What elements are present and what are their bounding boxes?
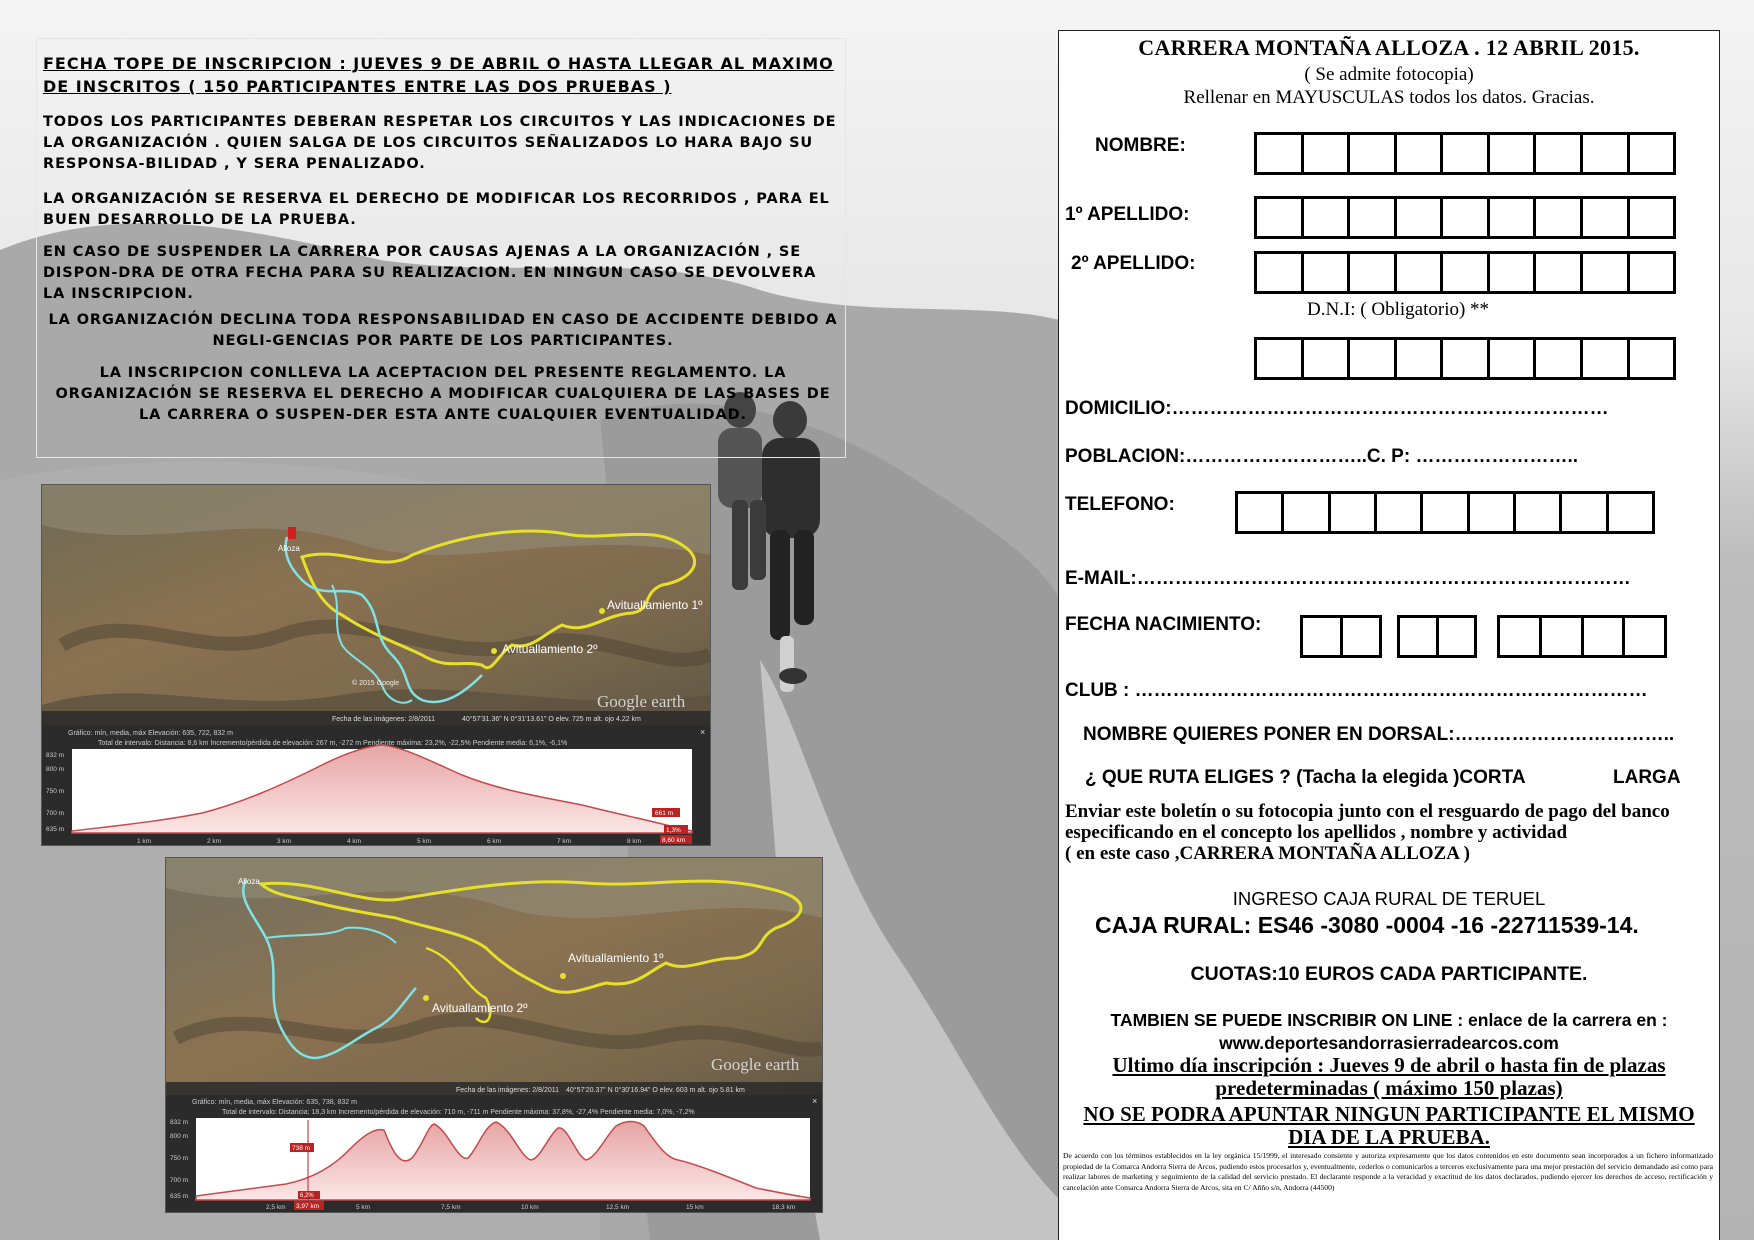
rule-routes: LA ORGANIZACIÓN SE RESERVA EL DERECHO DE MODIFICAR LOS RECORRIDOS , PARA EL BUEN DESARROLLO DE LA PRUEBA. xyxy=(43,191,830,228)
instructions: Rellenar en MAYUSCULAS todos los datos. Gracias. xyxy=(1183,87,1595,108)
legal-notice: De acuerdo con los términos establecidos en la ley orgánica 15/1999, el interesado consiente y autoriza expresamente que los datos contenidos en este documento sean incorporados a un fichero informatizado propiedad de la Comarca Andorra Sierra de Arcos, pudiendo estos procesarlos y, eventualmente, cederlos o comunicarlos a terceros exclusivamente para una mejor prestación del servicio demandado así como para realizar labores de marketing y seguimiento de la calidad del servicio prestado. El declarante responde a la veracidad y exactitud de los datos declarados, pudiendo ejercer los derechos de acceso, rectificación y cancelación ante Comarca Andorra Sierra de Arcos, sita en C/ Añño s/n, Andorra (44500) xyxy=(1063,1151,1713,1192)
dni-input-boxes[interactable] xyxy=(1254,337,1676,380)
x-tick: 2 km xyxy=(207,838,222,845)
x-tick: 5 km xyxy=(356,1204,371,1211)
x-tick: 6 km xyxy=(487,838,502,845)
y-tick: 750 m xyxy=(46,788,65,795)
marker-elevation: 738 m xyxy=(292,1145,311,1152)
aid-station-2-label: Avituallamiento 2º xyxy=(432,1001,528,1015)
y-tick: 832 m xyxy=(170,1119,189,1126)
online-url[interactable]: www.deportesandorrasierradearcos.com xyxy=(1219,1033,1559,1053)
telefono-label: TELEFONO: xyxy=(1065,494,1175,515)
birth-year-boxes[interactable] xyxy=(1497,615,1667,658)
registration-form xyxy=(1058,30,1720,1240)
map-copyright: © 2015 Google xyxy=(352,680,400,687)
birth-month-boxes[interactable] xyxy=(1397,615,1477,658)
club-field[interactable]: CLUB : ……………………………………………………………………… xyxy=(1065,680,1648,701)
poblacion-field[interactable]: POBLACION:………………………..C. P: …………………….. xyxy=(1065,446,1578,467)
marker-grade: 6,2% xyxy=(300,1193,314,1199)
x-tick: 18,3 km xyxy=(772,1204,796,1211)
send-instructions: Enviar este boletín o su fotocopia junto con el resguardo de pago del banco especificando en el concepto los apellidos , nombre y actividad xyxy=(1065,801,1670,843)
bank-heading: INGRESO CAJA RURAL DE TERUEL xyxy=(1232,888,1546,909)
end-grade: 1,3% xyxy=(666,827,681,834)
y-tick: 800 m xyxy=(46,766,65,773)
deadline-line-1: Ultimo día inscripción : Jueves 9 de abril o hasta fin de plazas xyxy=(1112,1053,1666,1077)
aid-station-1-label: Avituallamiento 1º xyxy=(607,598,703,612)
fee-info: CUOTAS:10 EUROS CADA PARTICIPANTE. xyxy=(1190,963,1588,985)
aid-station-2-label: Avituallamiento 2º xyxy=(502,642,598,656)
x-tick: 4 km xyxy=(347,838,362,845)
rule-circuits: TODOS LOS PARTICIPANTES DEBERAN RESPETAR LOS CIRCUITOS Y LAS INDICACIONES DE LA ORGANIZACIÓN . QUIEN SALGA DE LOS CIRCUITOS SEÑALIZADOS LO HARA BAJO SU RESPONSA-BILIDAD , Y SERA PENALIZADO. xyxy=(43,114,837,172)
x-tick: 2,5 km xyxy=(266,1204,286,1211)
x-tick: 12,5 km xyxy=(606,1204,630,1211)
map-coordinates: 40°57'20.37" N 0°30'16.94" O elev. 603 m alt. ojo 5.81 km xyxy=(566,1087,745,1094)
domicilio-field[interactable]: DOMICILIO:…………………………………………………………… xyxy=(1065,398,1609,419)
imagery-date: Fecha de las imágenes: 2/8/2011 xyxy=(456,1087,559,1094)
apellido1-label: 1º APELLIDO: xyxy=(1065,204,1190,225)
apellido2-input-boxes[interactable] xyxy=(1254,251,1676,294)
graph-header: Gráfico: mín, media, máx Elevación: 635, 722, 832 m xyxy=(68,730,233,737)
warning-line-1: NO SE PODRA APUNTAR NINGUN PARTICIPANTE EL MISMO xyxy=(1083,1102,1695,1126)
x-tick: 8 km xyxy=(627,838,642,845)
town-label: Alloza xyxy=(278,544,300,553)
rule-suspension: EN CASO DE SUSPENDER LA CARRERA POR CAUSAS AJENAS A LA ORGANIZACIÓN , SE DISPON-DRA DE OTRA FECHA PARA SU REALIZACION. EN NINGUN CASO SE DEVOLVERA LA INSCRIPCION. xyxy=(43,244,817,302)
end-distance: 8,60 km xyxy=(662,837,686,844)
y-tick: 700 m xyxy=(170,1177,189,1184)
apellido1-input-boxes[interactable] xyxy=(1254,196,1676,239)
close-icon[interactable]: × xyxy=(700,727,706,737)
y-tick: 635 m xyxy=(46,826,65,833)
y-tick: 635 m xyxy=(170,1193,189,1200)
y-tick: 832 m xyxy=(46,752,65,759)
apellido2-label: 2º APELLIDO: xyxy=(1071,253,1196,274)
x-tick: 7,5 km xyxy=(441,1204,461,1211)
send-instructions-note: ( en este caso ,CARRERA MONTAÑA ALLOZA ) xyxy=(1065,843,1470,864)
online-info: TAMBIEN SE PUEDE INSCRIBIR ON LINE : enlace de la carrera en : xyxy=(1110,1010,1668,1030)
x-tick: 7 km xyxy=(557,838,572,845)
birth-day-boxes[interactable] xyxy=(1300,615,1382,658)
deadline-line-2: predeterminadas ( máximo 150 plazas) xyxy=(1215,1076,1563,1100)
dni-label: D.N.I: ( Obligatorio) ** xyxy=(1307,299,1490,320)
graph-header: Gráfico: mín, media, máx Elevación: 635, 738, 832 m xyxy=(192,1099,357,1106)
form-title: CARRERA MONTAÑA ALLOZA . 12 ABRIL 2015. xyxy=(1138,35,1640,60)
y-tick: 750 m xyxy=(170,1155,189,1162)
x-tick: 1 km xyxy=(137,838,152,845)
dorsal-name-field[interactable]: NOMBRE QUIERES PONER EN DORSAL:…………………………….. xyxy=(1083,724,1675,745)
map-long-graphic xyxy=(166,858,822,1212)
telefono-input-boxes[interactable] xyxy=(1235,491,1655,534)
rule-deadline: FECHA TOPE DE INSCRIPCION : JUEVES 9 DE ABRIL O HASTA LLEGAR AL MAXIMO DE INSCRITOS ( 150 PARTICIPANTES ENTRE LAS DOS PRUEBAS ) xyxy=(43,54,834,96)
google-earth-watermark: Google earth xyxy=(597,692,686,711)
end-elevation: 661 m xyxy=(655,810,674,817)
photocopy-note: ( Se admite fotocopia) xyxy=(1304,64,1474,85)
map-short-route xyxy=(41,484,711,846)
x-tick: 15 km xyxy=(686,1204,704,1211)
town-label: Alloza xyxy=(238,877,260,886)
x-tick: 3 km xyxy=(277,838,292,845)
google-earth-watermark: Google earth xyxy=(711,1055,800,1074)
x-tick: 5 km xyxy=(417,838,432,845)
y-tick: 800 m xyxy=(170,1133,189,1140)
map-short-graphic xyxy=(42,485,710,845)
map-coordinates: 40°57'31.36" N 0°31'13.61" O elev. 725 m alt. ojo 4.22 km xyxy=(462,716,641,723)
route-option-larga[interactable]: LARGA xyxy=(1613,767,1681,788)
bank-iban: CAJA RURAL: ES46 -3080 -0004 -16 -22711539-14. xyxy=(1095,912,1639,938)
x-tick: 10 km xyxy=(521,1204,539,1211)
graph-stats: Total de intervalo: Distancia: 18,3 km Incremento/pérdida de elevación: 710 m, -711 m Pendiente máxima: 37,8%, -27,4% Pendiente media: 7,0%, -7,2% xyxy=(222,1109,695,1116)
marker-distance: 3,97 km xyxy=(296,1203,320,1210)
aid-station-1-label: Avituallamiento 1º xyxy=(568,951,664,965)
y-tick: 700 m xyxy=(46,810,65,817)
nombre-input-boxes[interactable] xyxy=(1254,132,1676,175)
email-field[interactable]: E-MAIL:…………………………………………………………………… xyxy=(1065,568,1631,589)
warning-line-2: DIA DE LA PRUEBA. xyxy=(1288,1125,1490,1149)
rule-acceptance: LA INSCRIPCION CONLLEVA LA ACEPTACION DEL PRESENTE REGLAMENTO. LA ORGANIZACIÓN SE RESERVA EL DERECHO A MODIFICAR CUALQUIERA DE LAS BASES DE LA CARRERA O SUSPEN-DER ESTA ANTE CUALQUIER EVENTUALIDAD. xyxy=(55,365,831,423)
close-icon[interactable]: × xyxy=(812,1096,818,1106)
fecha-nacimiento-label: FECHA NACIMIENTO: xyxy=(1065,614,1262,635)
imagery-date: Fecha de las imágenes: 2/8/2011 xyxy=(332,716,435,723)
graph-stats: Total de intervalo: Distancia: 8,6 km Incremento/pérdida de elevación: 267 m, -272 m Pendiente máxima: 23,2%, -22,5% Pendiente media: 6,1%, -6,1% xyxy=(98,740,568,747)
route-question: ¿ QUE RUTA ELIGES ? (Tacha la elegida )CORTA xyxy=(1085,767,1526,788)
map-long-route xyxy=(165,857,823,1213)
nombre-label: NOMBRE: xyxy=(1095,135,1186,156)
rule-liability: LA ORGANIZACIÓN DECLINA TODA RESPONSABILIDAD EN CASO DE ACCIDENTE DEBIDO A NEGLI-GENCIAS POR PARTE DE LOS PARTICIPANTES. xyxy=(48,312,838,349)
